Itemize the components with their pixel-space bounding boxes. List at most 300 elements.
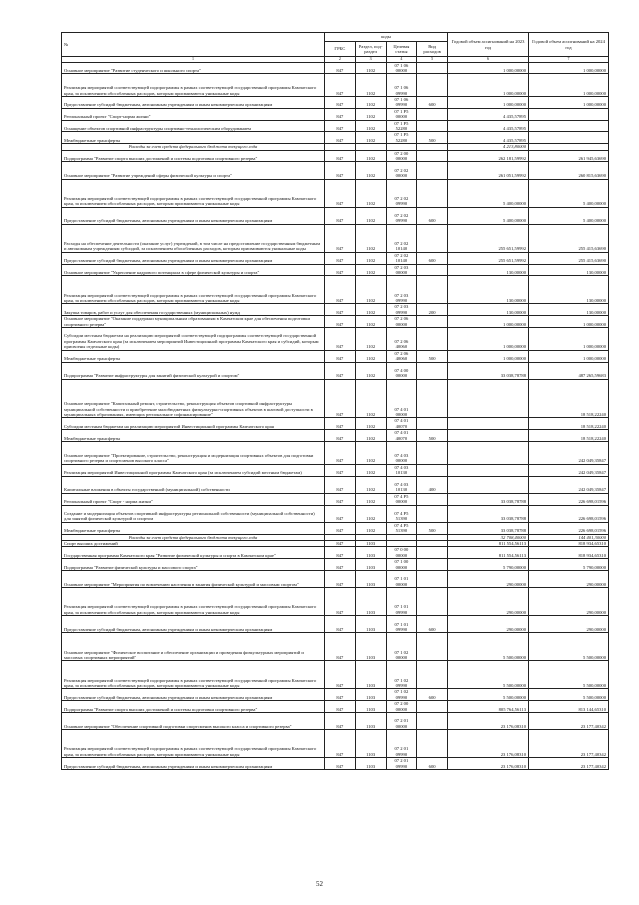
colnum-1: 1 [62,57,325,63]
row-description: Подпрограмма "Развитие физической культуры и массового спорта" [62,559,325,571]
row-amount-2023: 5 790,00000 [448,559,529,571]
row-vid [417,276,448,304]
row-target-code: 07 2 06 40060 [386,350,417,362]
page-number: 52 [316,880,323,888]
header-grbs: ГРБС [325,42,356,57]
row-amount-2023: 1 000,00000 [448,316,529,328]
row-description: Расходы на обеспечение деятельности (оказание услуг) учреждений, в том числе на предоставление государственным бюджетным и автономным учреждениям субсидий, за исключением обособленных расходов, которым присваиваются уникальные коды [62,224,325,252]
header-number: № [62,33,325,57]
row-amount-2023: 1 000,00000 [448,350,529,362]
row-amount-2024: 813 144,65310 [529,701,609,713]
table-row [62,264,609,276]
row-razdel: 1102 [355,493,386,505]
row-amount-2024: 818 934,65310 [529,547,609,559]
row-razdel: 1102 [355,108,386,120]
row-vid: 500 [417,132,448,144]
row-amount-2024: 1 000,00000 [529,316,609,328]
row-vid [417,264,448,276]
row-amount-2024: 242 049,35847 [529,442,609,465]
row-razdel: 1102 [355,350,386,362]
row-target-code: 07 4 00 00000 [386,362,417,379]
row-grbs: 847 [325,505,356,522]
row-amount-2024: 290,00000 [529,616,609,633]
table-row [62,252,609,264]
row-target-code: 07 1 06 00000 [386,62,417,74]
row-razdel: 1103 [355,570,386,587]
row-description: Расходы за счет средств федерального бюджета текущего года [62,144,325,150]
row-grbs: 847 [325,316,356,328]
row-amount-2024: 1 000,00000 [529,74,609,97]
row-razdel: 1103 [355,701,386,713]
row-target-code: 07 2 03 09990 [386,304,417,316]
row-amount-2023: 1 000,00000 [448,328,529,351]
row-amount-2023: 23 176,08310 [448,712,529,729]
table-row [62,62,609,74]
row-grbs: 847 [325,97,356,109]
table-row [62,316,609,328]
row-vid [417,493,448,505]
row-target-code: 07 2 02 10140 [386,252,417,264]
row-amount-2023: 4 435,57895 [448,120,529,132]
table-row [62,476,609,493]
row-target-code: 07 1 02 09990 [386,661,417,689]
table-row [62,132,609,144]
row-vid [417,120,448,132]
row-amount-2024: 242 049,35847 [529,464,609,476]
header-year-2024: Годовой объем ассигнований на 2024 год [529,33,609,57]
row-target-code: 07 2 01 00000 [386,712,417,729]
row-amount-2024: 1 000,00000 [529,350,609,362]
row-amount-2023: 5 500,00000 [448,689,529,701]
row-grbs: 847 [325,547,356,559]
table-row [62,162,609,179]
row-grbs: 847 [325,224,356,252]
row-vid: 600 [417,689,448,701]
row-vid [417,701,448,713]
row-vid [417,505,448,522]
row-grbs: 847 [325,362,356,379]
row-amount-2024: 23 177,40342 [529,730,609,758]
table-row [62,493,609,505]
budget-sheet [61,32,609,770]
row-amount-2023: 262 181,59992 [448,150,529,162]
row-description: Основное мероприятие "Развитие студенческого и школьного спорта" [62,62,325,74]
row-amount-2023: 23 176,08310 [448,730,529,758]
row-razdel: 1102 [355,132,386,144]
table-row [62,758,609,770]
row-grbs: 847 [325,633,356,661]
table-row [62,522,609,534]
table-row [62,304,609,316]
row-grbs: 847 [325,132,356,144]
colnum-7: 7 [529,57,609,63]
row-razdel: 1102 [355,328,386,351]
row-description: Реализация мероприятий соответствующей подпрограммы в рамках соответствующей государственной программы Камчатского края, за исключением обособленных расходов, которым присваиваются уникальные коды [62,588,325,616]
table-row [62,179,609,207]
row-vid [417,712,448,729]
row-description: Межбюджетные трансферты [62,430,325,442]
row-description: Предоставление субсидий бюджетным, автономным учреждениям и иным некоммерческим организациям [62,252,325,264]
row-vid: 600 [417,616,448,633]
row-vid [417,588,448,616]
row-grbs: 847 [325,430,356,442]
row-description: Основное мероприятие "Физическое воспитание и обеспечение организации и проведения физкультурных мероприятий и массовых спортивных мероприятий" [62,633,325,661]
row-vid: 600 [417,252,448,264]
row-grbs: 847 [325,62,356,74]
table-row [62,588,609,616]
table-row [62,97,609,109]
row-razdel: 1103 [355,547,386,559]
row-amount-2024: 5 500,00000 [529,661,609,689]
row-amount-2023 [448,464,529,476]
row-target-code: 07 1 01 00000 [386,570,417,587]
row-description: Основное мероприятие "Мероприятия по вовлечению населения в занятия физической культурой и массовым спортом" [62,570,325,587]
table-row [62,505,609,522]
row-vid [417,547,448,559]
table-row [62,276,609,304]
row-vid [417,418,448,430]
row-razdel: 1102 [355,207,386,224]
row-amount-2023: 290,00000 [448,616,529,633]
row-description: Капитальные вложения в объекты государственной (муниципальной) собственности [62,476,325,493]
row-amount-2023 [448,476,529,493]
row-amount-2023: 4 435,57895 [448,132,529,144]
table-row [62,701,609,713]
row-amount-2023: 1 000,00000 [448,74,529,97]
row-target-code: 07 4 01 40070 [386,430,417,442]
row-description: Подпрограмма "Развитие спорта высших достижений и системы подготовки спортивного резерва" [62,701,325,713]
row-target-code: 07 0 00 00000 [386,547,417,559]
row-amount-2023: 811 554,56113 [448,547,529,559]
row-grbs: 847 [325,493,356,505]
row-grbs: 847 [325,559,356,571]
row-razdel: 1102 [355,362,386,379]
row-razdel: 1102 [355,252,386,264]
row-description: Межбюджетные трансферты [62,522,325,534]
row-vid: 500 [417,350,448,362]
row-description: Основное мероприятие "Развитие учреждений сферы физической культуры и спорта" [62,162,325,179]
table-row [62,616,609,633]
row-amount-2023: 1 000,00000 [448,62,529,74]
row-amount-2023 [448,430,529,442]
row-grbs: 847 [325,264,356,276]
row-grbs: 847 [325,162,356,179]
row-amount-2023: 255 651,59992 [448,252,529,264]
row-razdel: 1102 [355,316,386,328]
colnum-6: 6 [448,57,529,63]
row-target-code: 07 4 03 10130 [386,476,417,493]
row-target-code: 07 1 01 09990 [386,616,417,633]
row-target-code: 07 1 00 00000 [386,559,417,571]
row-amount-2024: 5 500,00000 [529,633,609,661]
table-row [62,379,609,418]
row-vid [417,62,448,74]
row-amount-2024: 261 945,63690 [529,150,609,162]
row-amount-2023: 261 051,59992 [448,162,529,179]
row-razdel: 1102 [355,120,386,132]
row-amount-2024: 130,00000 [529,304,609,316]
row-description: Региональный проект "Спорт-норма жизни" [62,108,325,120]
table-row [62,224,609,252]
row-grbs: 847 [325,712,356,729]
row-target-code: 07 2 06 00000 [386,316,417,328]
table-row [62,418,609,430]
table-row [62,120,609,132]
table-row [62,712,609,729]
table-row [62,633,609,661]
row-description: Реализация мероприятий соответствующей подпрограммы в рамках соответствующей государственной программы Камчатского края, за исключением обособленных расходов, которым присваиваются уникальные коды [62,179,325,207]
row-razdel: 1103 [355,616,386,633]
row-grbs: 847 [325,588,356,616]
table-row [62,108,609,120]
row-razdel: 1102 [355,430,386,442]
row-amount-2023: 33 038,78788 [448,362,529,379]
row-razdel: 1103 [355,730,386,758]
row-vid [417,316,448,328]
row-target-code: 07 4 01 40070 [386,418,417,430]
row-vid [417,150,448,162]
row-amount-2024: 23 177,40342 [529,712,609,729]
row-razdel: 1102 [355,62,386,74]
row-amount-2023: 290,00000 [448,588,529,616]
row-vid [417,328,448,351]
row-description: Спорт высших достижений [62,540,325,546]
row-target-code: 07 1 01 09990 [386,588,417,616]
row-target-code: 07 1 06 09990 [386,97,417,109]
row-vid [417,179,448,207]
row-vid: 600 [417,207,448,224]
row-description: Основное мероприятие "Проектирование, строительство, реконструкция и модернизация спортивных объектов для подготовки спортивного резерва и спортсменов высокого класса" [62,442,325,465]
table-row [62,442,609,465]
header-year-2023: Годовой объем ассигнований на 2023 год [448,33,529,57]
row-amount-2024: 5 400,00000 [529,207,609,224]
row-amount-2024: 130,00000 [529,264,609,276]
table-row [62,730,609,758]
row-amount-2023 [448,418,529,430]
table-row [62,350,609,362]
row-target-code: 07 2 02 09990 [386,207,417,224]
row-grbs: 847 [325,616,356,633]
row-vid [417,162,448,179]
row-target-code: 07 2 02 09990 [386,179,417,207]
row-amount-2023: 811 554,56113 [448,540,529,546]
row-grbs: 847 [325,540,356,546]
row-amount-2024: 487 265,59683 [529,362,609,379]
row-amount-2023: 33 038,78788 [448,505,529,522]
row-description: Субсидии местным бюджетам на реализацию мероприятий Инвестиционной программы Камчатского края [62,418,325,430]
row-razdel: 1103 [355,540,386,546]
row-description: Создание и модернизация объектов спортивной инфраструктуры региональной собственности (муниципальной собственности) для занятий физической культурой и спортом [62,505,325,522]
row-razdel: 1102 [355,97,386,109]
row-target-code: 07 4 03 00000 [386,442,417,465]
row-razdel: 1102 [355,74,386,97]
row-grbs: 847 [325,661,356,689]
row-description: Основное мероприятие "Оказание поддержки муниципальным образованиям в Камчатском крае для обеспечения подготовки спортивного резерва" [62,316,325,328]
row-amount-2023 [448,442,529,465]
row-amount-2024: 260 815,63690 [529,162,609,179]
row-description: Предоставление субсидий бюджетным, автономным учреждениям и иным некоммерческим организациям [62,97,325,109]
table-row [62,559,609,571]
row-description: Реализация мероприятий соответствующей подпрограммы в рамках соответствующей государственной программы Камчатского края, за исключением обособленных расходов, которым присваиваются уникальные коды [62,74,325,97]
row-amount-2024: 23 177,40342 [529,758,609,770]
row-target-code: 07 4 01 00000 [386,379,417,418]
row-amount-2024 [529,132,609,144]
row-amount-2023: 5 500,00000 [448,661,529,689]
row-target-code: 07 2 03 00000 [386,264,417,276]
row-amount-2024: 1 000,00000 [529,97,609,109]
row-vid [417,442,448,465]
row-vid: 500 [417,522,448,534]
row-vid [417,730,448,758]
row-target-code: 07 2 02 00000 [386,162,417,179]
row-grbs: 847 [325,108,356,120]
table-body [62,62,609,769]
row-description: Субсидии местным бюджетам на реализацию мероприятий соответствующей подпрограммы соответствующей государственной программы Камчатского края (за исключением мероприятий Инвестиционной программы Камчатского края и субсидий, которым присвоены отдельные коды) [62,328,325,351]
colnum-4: 4 [386,57,417,63]
row-amount-2024: 18 518,22240 [529,430,609,442]
row-razdel: 1102 [355,464,386,476]
table-row [62,661,609,689]
row-vid: 200 [417,304,448,316]
row-amount-2024: 226 698,01596 [529,522,609,534]
row-grbs: 847 [325,418,356,430]
row-razdel: 1102 [355,379,386,418]
row-amount-2023: 23 176,08310 [448,758,529,770]
row-amount-2024: 242 049,35847 [529,476,609,493]
row-razdel: 1102 [355,276,386,304]
row-grbs: 847 [325,464,356,476]
colnum-2: 2 [325,57,356,63]
row-razdel: 1102 [355,162,386,179]
row-amount-2023: 805 764,56113 [448,701,529,713]
row-razdel: 1103 [355,559,386,571]
row-target-code: 07 2 00 00000 [386,150,417,162]
row-amount-2024: 290,00000 [529,588,609,616]
table-row [62,689,609,701]
colnum-3: 3 [355,57,386,63]
table-row [62,547,609,559]
row-description: Основное мероприятие "Укрепление кадрового потенциала в сфере физической культуры и спорта" [62,264,325,276]
row-amount-2024: 226 698,01596 [529,505,609,522]
row-amount-2024: 1 000,00000 [529,62,609,74]
row-amount-2023: 5 400,00000 [448,207,529,224]
row-vid: 600 [417,758,448,770]
row-razdel: 1103 [355,661,386,689]
row-vid [417,362,448,379]
row-target-code: 07 1 02 00000 [386,633,417,661]
row-vid [417,570,448,587]
row-description: Предоставление субсидий бюджетным, автономным учреждениям и иным некоммерческим организациям [62,616,325,633]
row-razdel: 1102 [355,224,386,252]
row-vid [417,224,448,252]
row-razdel: 1103 [355,633,386,661]
row-amount-2024: 144 401,30000 [529,534,609,540]
row-amount-2024: 226 698,01596 [529,493,609,505]
row-description: Реализация мероприятий соответствующей подпрограммы в рамках соответствующей государственной программы Камчатского края, за исключением обособленных расходов, которым присваиваются уникальные коды [62,730,325,758]
row-razdel: 1102 [355,304,386,316]
table-row [62,362,609,379]
row-vid [417,464,448,476]
row-razdel: 1102 [355,264,386,276]
row-vid: 600 [417,97,448,109]
row-amount-2023: 1 000,00000 [448,97,529,109]
row-target-code: 07 1 02 09990 [386,689,417,701]
budget-table [61,32,609,770]
table-row [62,430,609,442]
row-description: Основное мероприятие "Капитальный ремонт, строительство, реконструкция объектов спортивной инфраструктуры муниципальной собственности и приобретение малобюджетных физкультурно-спортивных объектов в шаговой доступности в муниципальных образованиях, имеющих региональное софинансирование" [62,379,325,418]
row-grbs: 847 [325,304,356,316]
row-description: Реализация мероприятий соответствующей подпрограммы в рамках соответствующей государственной программы Камчатского края, за исключением обособленных расходов, которым присваиваются уникальные коды [62,276,325,304]
table-row [62,74,609,97]
row-target-code: 07 1 P5 00000 [386,108,417,120]
row-amount-2024: 18 518,22240 [529,418,609,430]
row-description: Реализация мероприятий Инвестиционной программы Камчатского края (за исключением субсидий местным бюджетам) [62,464,325,476]
row-target-code: 07 4 P5 51390 [386,522,417,534]
row-description: Предоставление субсидий бюджетным, автономным учреждениям и иным некоммерческим организациям [62,207,325,224]
row-razdel: 1103 [355,712,386,729]
row-description: Предоставление субсидий бюджетным, автономным учреждениям и иным некоммерческим организациям [62,758,325,770]
row-description: Основное мероприятие "Обеспечение спортивной подготовки спортсменов высокого класса и спортивного резерва" [62,712,325,729]
colnum-5: 5 [417,57,448,63]
row-description: Предоставление субсидий бюджетным, автономным учреждениям и иным некоммерческим организациям [62,689,325,701]
row-razdel: 1102 [355,179,386,207]
row-target-code: 07 2 01 09990 [386,730,417,758]
table-row [62,207,609,224]
row-description: Региональный проект "Спорт - норма жизни" [62,493,325,505]
row-vid: 400 [417,476,448,493]
header-razdel: Раздел, под-раздел [355,42,386,57]
row-razdel: 1103 [355,689,386,701]
row-amount-2024: 255 415,63690 [529,252,609,264]
row-razdel: 1102 [355,418,386,430]
row-amount-2023: 255 651,59992 [448,224,529,252]
row-grbs: 847 [325,207,356,224]
table-row [62,570,609,587]
row-amount-2023 [448,379,529,418]
row-amount-2023: 130,00000 [448,304,529,316]
row-grbs: 847 [325,701,356,713]
row-target-code: 07 4 03 10130 [386,464,417,476]
row-razdel: 1102 [355,442,386,465]
row-amount-2024: 290,00000 [529,570,609,587]
row-amount-2024: 1 000,00000 [529,328,609,351]
row-grbs: 847 [325,758,356,770]
row-amount-2023: 4 213,80000 [448,144,529,150]
table-row [62,464,609,476]
header-target: Целевая статья [386,42,417,57]
row-grbs: 847 [325,350,356,362]
row-amount-2023: 130,00000 [448,276,529,304]
row-razdel: 1103 [355,588,386,616]
row-grbs: 847 [325,570,356,587]
row-grbs: 847 [325,252,356,264]
row-grbs: 847 [325,276,356,304]
row-razdel: 1102 [355,522,386,534]
row-amount-2023: 5 500,00000 [448,633,529,661]
row-razdel: 1103 [355,758,386,770]
row-razdel: 1102 [355,476,386,493]
row-target-code: 07 4 P5 51390 [386,505,417,522]
row-vid [417,379,448,418]
row-amount-2023: 130,00000 [448,264,529,276]
row-grbs: 847 [325,689,356,701]
row-amount-2023: 5 400,00000 [448,179,529,207]
row-target-code: 07 1 P5 52280 [386,132,417,144]
row-target-code: 07 2 06 40060 [386,328,417,351]
row-description: Подпрограмма "Развитие инфраструктуры для занятий физической культурой и спортом" [62,362,325,379]
row-target-code: 07 1 P5 52280 [386,120,417,132]
row-grbs: 847 [325,120,356,132]
